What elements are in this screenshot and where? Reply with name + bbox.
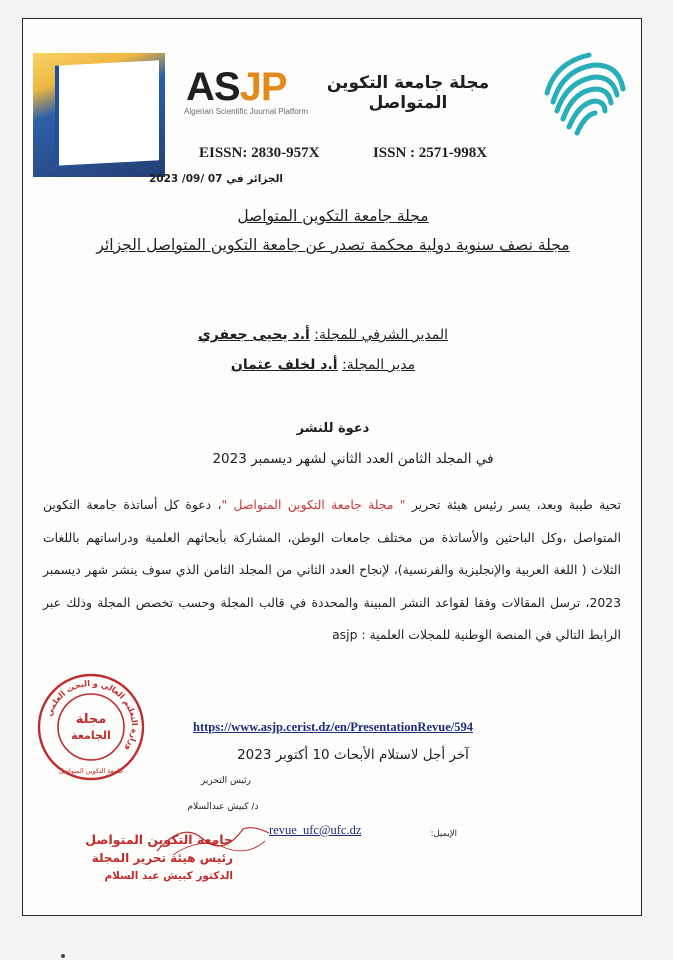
email-label: الإيميل:: [430, 829, 457, 839]
platform-name: asjp :: [332, 627, 366, 643]
ministry-seal-stamp: [35, 671, 147, 783]
journal-director-name: أ.د لخلف عثمان: [230, 357, 338, 373]
submission-link[interactable]: https://www.asjp.cerist.dz/en/PresentationRevue/594: [193, 720, 473, 734]
honorary-director: [83, 327, 563, 343]
svg-text:الجامعة: الجامعة: [71, 729, 111, 742]
svg-text:جامعة التكوين المتواصل: جامعة التكوين المتواصل: [58, 767, 124, 775]
journal-emblem-icon: [533, 47, 629, 143]
eissn-number: EISSN: 2830-957X: [199, 145, 320, 161]
title-journal-description: مجلة نصف سنوية دولية محكمة تصدر عن جامعة التكوين المتواصل الجزائر: [96, 236, 570, 254]
stamp-line-name: الدكتور كبيش عبد السلام: [104, 870, 233, 882]
editor-in-chief-title: رئيس التحرير: [200, 776, 251, 786]
journal-director-label: مدير المجلة:: [342, 357, 416, 373]
document-page: [22, 18, 642, 916]
invitation-heading: دعوة للنشر: [296, 421, 370, 436]
journal-director: [83, 357, 563, 373]
journal-cover-thumbnail: [33, 53, 165, 177]
contact-email[interactable]: revue_ufc@ufc.dz: [269, 823, 362, 837]
issn-number: ISSN : 2571-998X: [372, 145, 488, 161]
letter-date: الجزائر في 07 /09/ 2023: [148, 173, 283, 185]
svg-text:وزارة التعليم العالي و البحث ا: وزارة التعليم العالي و البحث العلمي: [44, 678, 140, 753]
issn-row: [199, 145, 539, 162]
journal-name-quote: " مجلة جامعة التكوين المتواصل ": [221, 497, 406, 512]
stamp-line-role: رئيس هيئة تحرير المجلة: [91, 851, 233, 865]
journal-name-header: مجلة جامعة التكوين المتواصل: [326, 73, 490, 113]
issue-volume: في المجلد الثامن العدد الثاني لشهر ديسمبر 2023: [212, 451, 494, 467]
invitation-body: تحية طيبة وبعد، يسر رئيس هيئة تحرير " مجلة جامعة التكوين المتواصل "، دعوة كل أساتذة جامعة التكوين المتواصل ،وكل الباحثين والأساتذة من مختلف جامعات الوطن، المشاركة بأبحاثهم العلمية ودراساتهم باللغات الثلاث ( اللغة العربية والإنجليزية والفرنسية)، لإنجاح العدد الثاني من المجلد الثامن الذي سوف ينشر شهر ديسمبر 2023، ترسل المقالات وفقا لقواعد النشر المبينة والمحددة في قالب المجلة وحسب تخصص المجلة وذلك عبر الرابط التالي في المنصة الوطنية للمجلات العلمية asjp :: [43, 497, 621, 643]
editor-in-chief-name: د/ كبيش عبدالسلام: [187, 802, 259, 812]
asjp-logo: ASJP: [186, 65, 287, 109]
page-dot: [61, 954, 65, 958]
title-journal: مجلة جامعة التكوين المتواصل: [237, 207, 429, 225]
honorary-director-label: المدير الشرفي للمجلة:: [314, 327, 449, 343]
signature-scribble: [153, 811, 273, 861]
submission-deadline: آخر أجل لاستلام الأبحاث 10 أكتوبر 2023: [237, 747, 469, 763]
svg-text:مجلة: مجلة: [75, 712, 107, 727]
asjp-subtitle: Algerian Scientific Journal Platform: [184, 107, 309, 116]
stamp-line-university: جامعة التكوين المتواصل: [85, 832, 233, 847]
honorary-director-name: أ.د يحيى جعفري: [197, 327, 310, 343]
